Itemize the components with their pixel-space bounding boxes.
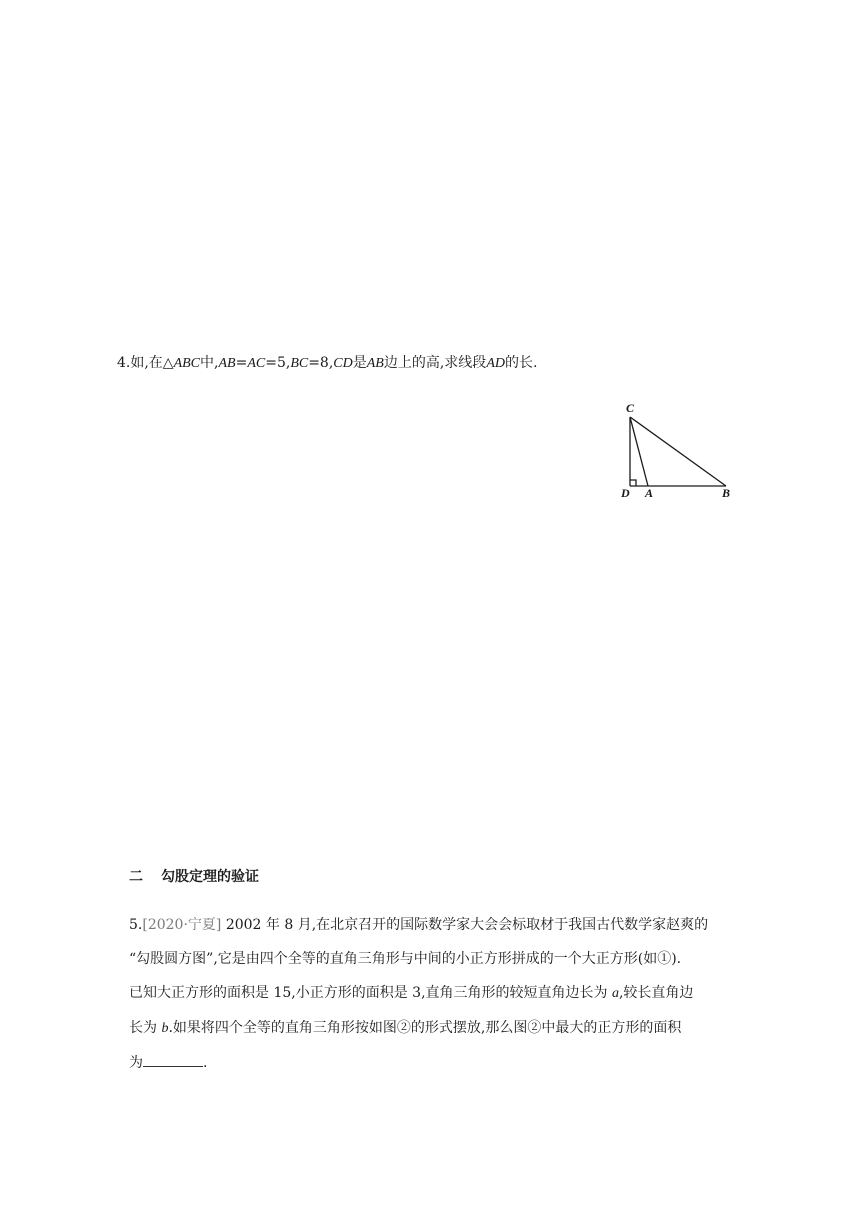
math-var: BC [290, 356, 309, 371]
question-text: 2002 年 8 月,在北京召开的国际数学家大会会标取材于我国古代数学家赵爽的 [225, 917, 709, 933]
math-var: AD [486, 356, 505, 371]
section-number: 二 [129, 869, 143, 885]
math-var: AB [218, 356, 236, 371]
question-line [129, 1011, 737, 1046]
question-text: 长为 [129, 1020, 157, 1036]
question-source: [2020·宁夏] [142, 917, 222, 933]
question-text: =8, [308, 355, 334, 371]
math-var: b [161, 1021, 169, 1036]
question-text: =5, [265, 355, 291, 371]
math-var: ABC [173, 356, 201, 371]
answer-blank[interactable] [143, 1052, 203, 1067]
triangle-figure [612, 398, 742, 502]
question-number: 5. [129, 917, 143, 933]
label-b: B [722, 486, 731, 500]
math-var: AB [366, 356, 384, 371]
question-text: .如果将四个全等的直角三角形按如图②的形式摆放,那么图②中最大的正方形的面积 [168, 1020, 682, 1036]
question-number: 4. [117, 355, 131, 371]
question-text: 中, [200, 355, 219, 371]
segment-cb [630, 417, 726, 486]
section-heading [129, 866, 259, 886]
section-title: 勾股定理的验证 [161, 869, 259, 885]
question-line: “勾股圆方图”,它是由四个全等的直角三角形与中间的小正方形拼成的一个大正方形(如①). [129, 951, 682, 967]
math-var: CD [333, 356, 353, 371]
label-a: A [645, 486, 654, 500]
question-text: = [235, 355, 248, 371]
question-text: 是 [352, 355, 367, 371]
question-text: ,较长直角边 [618, 985, 694, 1001]
question-line [129, 976, 737, 1011]
question-line [129, 1046, 737, 1080]
triangle-diagram [612, 398, 742, 502]
question-text: 已知大正方形的面积是 15,小正方形的面积是 3,直角三角形的较短直角边长为 [129, 985, 608, 1001]
label-d: D [621, 486, 630, 500]
math-var: AC [247, 356, 266, 371]
label-c: C [626, 401, 635, 415]
question-5 [129, 908, 737, 1080]
question-text: 为 [129, 1055, 143, 1071]
question-line [129, 908, 737, 942]
math-var: a [611, 986, 619, 1001]
question-text: 边上的高,求线段 [383, 355, 487, 371]
question-text: 如,在△ [130, 355, 174, 371]
question-text: 的长. [504, 355, 538, 371]
right-angle-mark [630, 480, 636, 486]
question-4 [117, 353, 537, 374]
question-text: . [203, 1055, 208, 1071]
